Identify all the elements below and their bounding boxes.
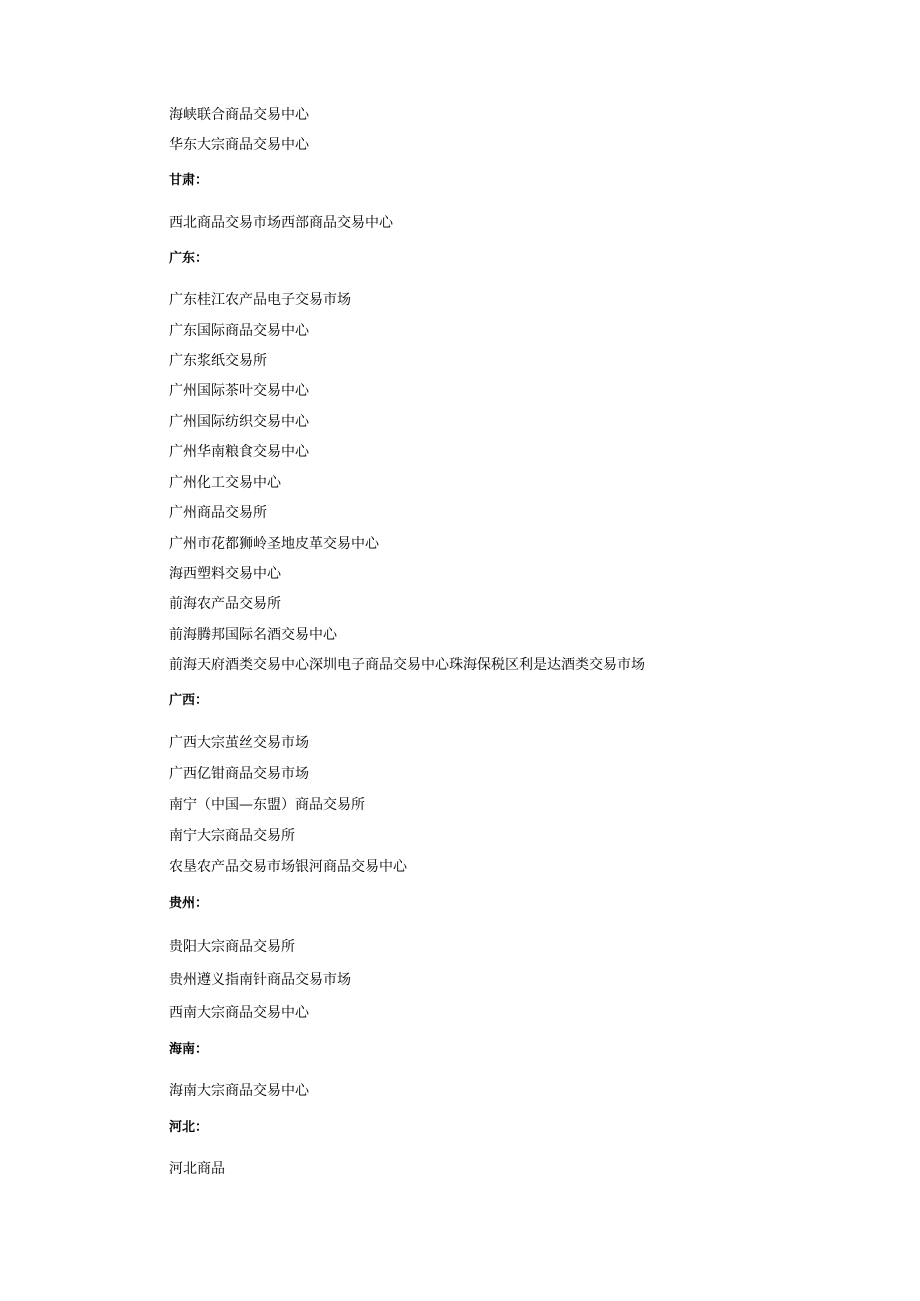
list-item: 前海天府酒类交易中心深圳电子商品交易中心珠海保税区利是达酒类交易市场 [169, 657, 645, 673]
list-item: 广州市花都狮岭圣地皮革交易中心 [169, 536, 379, 552]
list-item: 广州华南粮食交易中心 [169, 444, 309, 460]
list-item: 广州国际茶叶交易中心 [169, 383, 309, 399]
section-heading-hainan: 海南： [169, 1042, 209, 1057]
section-heading-guangdong: 广东： [169, 251, 209, 266]
list-item: 广州国际纺织交易中心 [169, 414, 309, 430]
list-item: 广西亿钳商品交易市场 [169, 766, 309, 782]
list-item: 南宁（中国—东盟）商品交易所 [169, 797, 365, 813]
list-item: 河北商品 [169, 1161, 225, 1177]
list-item: 广东国际商品交易中心 [169, 323, 309, 339]
list-item: 海峡联合商品交易中心 [169, 107, 309, 123]
list-item: 广东桂江农产品电子交易市场 [169, 292, 351, 308]
list-item: 海南大宗商品交易中心 [169, 1083, 309, 1099]
list-item: 贵州遵义指南针商品交易市场 [169, 972, 351, 988]
section-heading-guizhou: 贵州： [169, 896, 209, 911]
list-item: 农垦农产品交易市场银河商品交易中心 [169, 859, 407, 875]
list-item: 南宁大宗商品交易所 [169, 828, 295, 844]
list-item: 华东大宗商品交易中心 [169, 137, 309, 153]
list-item: 贵阳大宗商品交易所 [169, 939, 295, 955]
list-item: 广西大宗茧丝交易市场 [169, 735, 309, 751]
list-item: 广州商品交易所 [169, 505, 267, 521]
section-heading-guangxi: 广西： [169, 693, 209, 708]
list-item: 广东浆纸交易所 [169, 353, 267, 369]
list-item: 海西塑料交易中心 [169, 566, 281, 582]
list-item: 西南大宗商品交易中心 [169, 1005, 309, 1021]
list-item: 前海农产品交易所 [169, 596, 281, 612]
section-heading-gansu: 甘肃： [169, 173, 209, 188]
list-item: 广州化工交易中心 [169, 475, 281, 491]
section-heading-hebei: 河北： [169, 1120, 209, 1135]
list-item: 西北商品交易市场西部商品交易中心 [169, 215, 393, 231]
list-item: 前海腾邦国际名酒交易中心 [169, 627, 337, 643]
